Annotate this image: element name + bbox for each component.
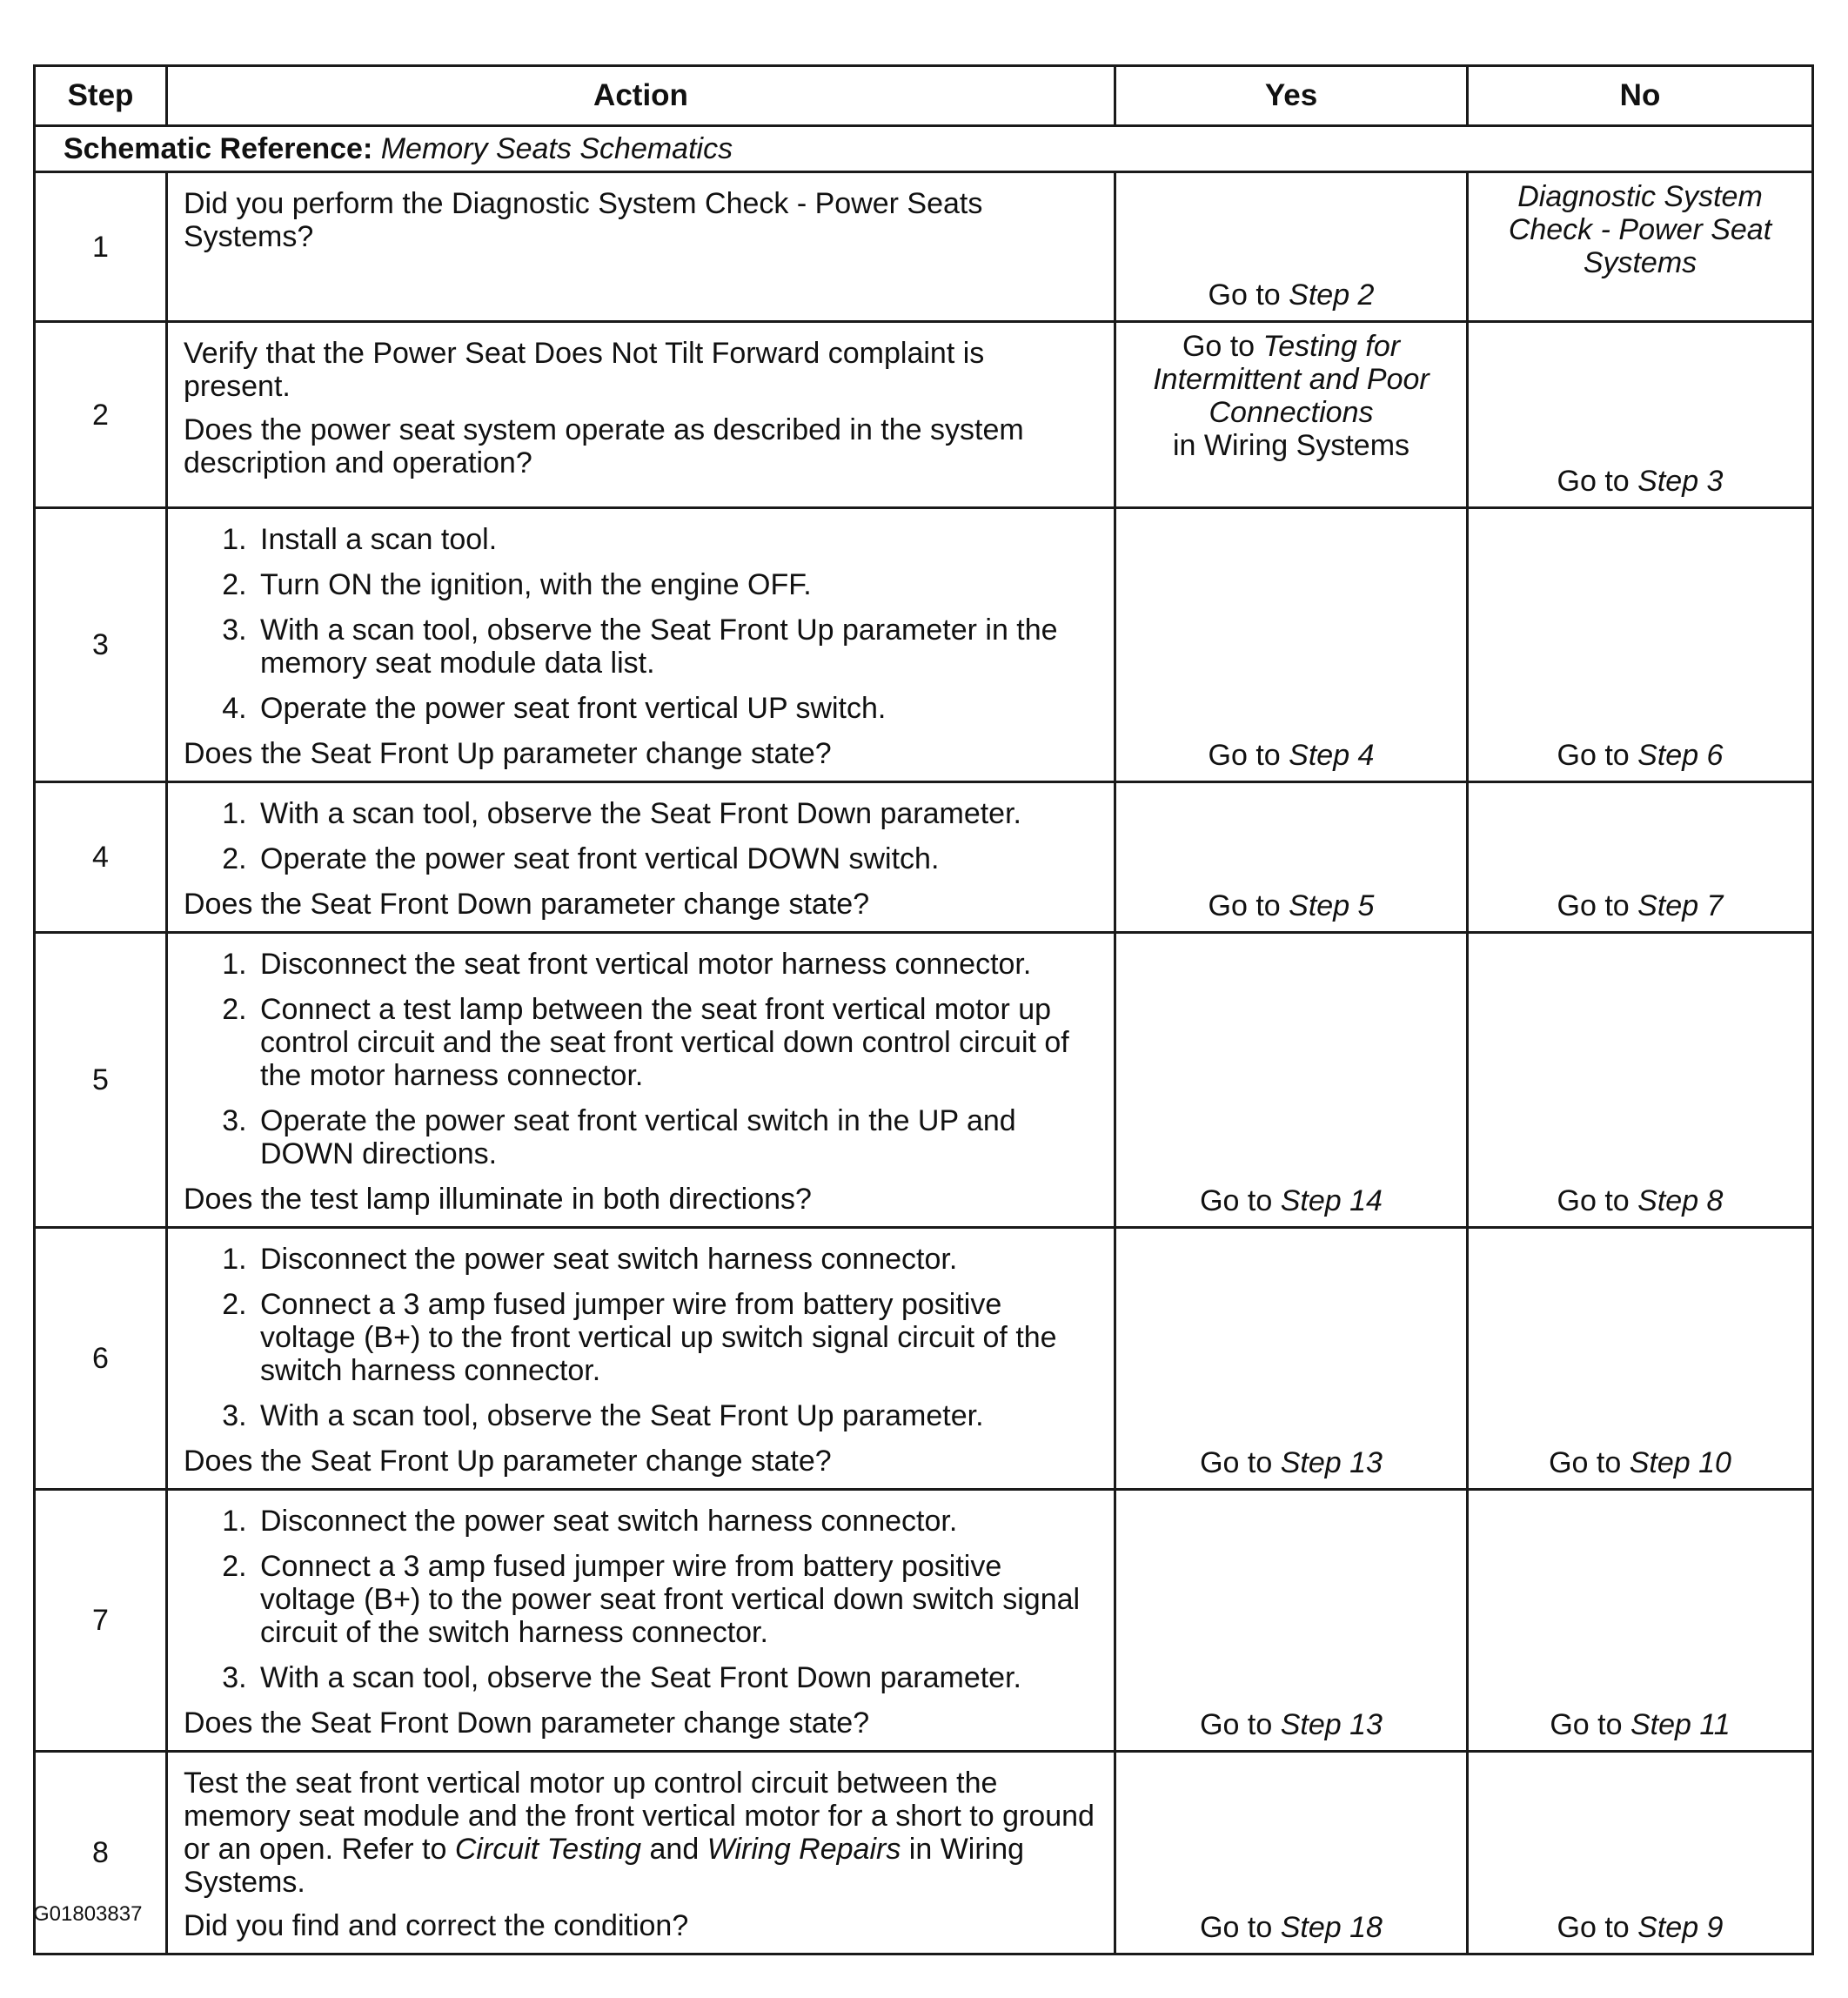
action-step-item: 3. Operate the power seat front vertical switch in the UP and DOWN directions. [255, 1104, 1098, 1170]
no-target-link[interactable]: Step 6 [1637, 739, 1724, 772]
no-goto-text: Go to [1557, 889, 1630, 922]
yes-goto-text: Go to [1200, 1911, 1273, 1944]
no-cell [1468, 322, 1813, 508]
yes-target-link[interactable]: Testing for Intermittent and Poor Connections [1153, 330, 1430, 429]
action-step-item: 2. Connect a 3 amp fused jumper wire from battery positive voltage (B+) to the power seat front vertical down switch signal circuit of the switch harness connector. [255, 1550, 1098, 1649]
yes-cell [1115, 508, 1468, 782]
action-step-item: 2. Turn ON the ignition, with the engine OFF. [255, 568, 1098, 601]
no-goto-text: Go to [1557, 739, 1630, 772]
yes-cell [1115, 1490, 1468, 1752]
action-step-item: 3. With a scan tool, observe the Seat Front Up parameter in the memory seat module data list. [255, 613, 1098, 680]
action-text: Verify that the Power Seat Does Not Tilt Forward complaint is present. [184, 337, 985, 403]
action-question: Does the test lamp illuminate in both directions? [184, 1183, 812, 1216]
step-number: 7 [35, 1490, 167, 1752]
yes-target-link[interactable]: Step 2 [1289, 278, 1375, 312]
action-cell [167, 172, 1115, 322]
no-target-link[interactable]: Step 11 [1630, 1708, 1731, 1741]
action-steps-list [184, 1243, 1098, 1432]
yes-target-link[interactable]: Step 4 [1289, 739, 1375, 772]
step-row [35, 508, 1813, 782]
action-step-item: 1. Disconnect the seat front vertical motor harness connector. [255, 948, 1098, 981]
action-step-item: 2. Connect a 3 amp fused jumper wire from battery positive voltage (B+) to the front vertical up switch signal circuit of the switch harness connector. [255, 1288, 1098, 1387]
diagnostic-table-container [33, 64, 1811, 1955]
no-goto-text: Go to [1557, 1911, 1630, 1944]
action-step-item: 3. With a scan tool, observe the Seat Front Up parameter. [255, 1399, 1098, 1432]
action-text: Did you perform the Diagnostic System Check - Power Seats Systems? [184, 187, 983, 253]
step-number: 6 [35, 1228, 167, 1490]
header-action: Action [167, 66, 1115, 126]
action-steps-list [184, 523, 1098, 725]
yes-goto-text: Go to [1200, 1184, 1273, 1217]
yes-target-suffix: in Wiring Systems [1172, 429, 1410, 462]
yes-target-link[interactable]: Step 18 [1280, 1911, 1383, 1944]
no-target-link[interactable]: Step 3 [1637, 465, 1724, 498]
no-target-link[interactable]: Step 7 [1637, 889, 1724, 922]
action-step-item: 1. Disconnect the power seat switch harness connector. [255, 1243, 1098, 1276]
step-row [35, 1228, 1813, 1490]
no-goto-text: Go to [1549, 1446, 1622, 1479]
step-number: 8 [35, 1752, 167, 1954]
step-number: 4 [35, 782, 167, 933]
yes-target-link[interactable]: Step 13 [1280, 1446, 1383, 1479]
step-row [35, 1752, 1813, 1954]
action-text: Does the power seat system operate as described in the system description and operation? [184, 413, 1024, 479]
header-row [35, 66, 1813, 126]
action-step-item: 2. Operate the power seat front vertical DOWN switch. [255, 842, 1098, 875]
no-goto-text: Go to [1557, 465, 1630, 498]
no-cell [1468, 1752, 1813, 1954]
step-number: 5 [35, 933, 167, 1228]
no-cell [1468, 1228, 1813, 1490]
action-steps-list [184, 948, 1098, 1170]
yes-cell [1115, 322, 1468, 508]
step-row [35, 1490, 1813, 1752]
yes-goto-text: Go to [1182, 330, 1255, 363]
step-number: 1 [35, 172, 167, 322]
step-row [35, 172, 1813, 322]
action-question: Did you find and correct the condition? [184, 1909, 689, 1942]
schematic-reference-link[interactable]: Memory Seats Schematics [380, 132, 733, 165]
wiring-repairs-link[interactable]: Wiring Repairs [706, 1833, 901, 1866]
step-number: 3 [35, 508, 167, 782]
action-step-item: 4. Operate the power seat front vertical UP switch. [255, 692, 1098, 725]
action-question: Does the Seat Front Up parameter change state? [184, 737, 832, 770]
action-step-item: 2. Connect a test lamp between the seat front vertical motor up control circuit and the seat front vertical down control circuit of the motor harness connector. [255, 993, 1098, 1092]
header-step: Step [35, 66, 167, 126]
action-cell [167, 782, 1115, 933]
diagnostic-table [33, 64, 1814, 1955]
no-target-link[interactable]: Step 8 [1637, 1184, 1724, 1217]
action-step-item: 3. With a scan tool, observe the Seat Front Down parameter. [255, 1661, 1098, 1694]
step-row [35, 322, 1813, 508]
yes-cell [1115, 1752, 1468, 1954]
no-cell [1468, 1490, 1813, 1752]
step-row [35, 933, 1813, 1228]
yes-cell [1115, 1228, 1468, 1490]
no-target-link[interactable]: Diagnostic System Check - Power Seat Systems [1508, 180, 1772, 279]
no-cell [1468, 172, 1813, 322]
yes-target-link[interactable]: Step 14 [1280, 1184, 1383, 1217]
yes-cell [1115, 172, 1468, 322]
action-cell [167, 508, 1115, 782]
action-cell [167, 1752, 1115, 1954]
action-text-part: and [649, 1833, 700, 1866]
yes-cell [1115, 782, 1468, 933]
action-cell [167, 1490, 1115, 1752]
step-row [35, 782, 1813, 933]
action-cell [167, 322, 1115, 508]
yes-goto-text: Go to [1208, 739, 1281, 772]
header-no: No [1468, 66, 1813, 126]
action-cell [167, 933, 1115, 1228]
circuit-testing-link[interactable]: Circuit Testing [454, 1833, 642, 1866]
action-steps-list [184, 797, 1098, 875]
step-number: 2 [35, 322, 167, 508]
action-text [184, 1767, 1098, 1899]
action-step-item: 1. Install a scan tool. [255, 523, 1098, 556]
no-goto-text: Go to [1557, 1184, 1630, 1217]
action-question: Does the Seat Front Down parameter change state? [184, 1706, 870, 1740]
no-cell [1468, 933, 1813, 1228]
action-step-item: 1. With a scan tool, observe the Seat Front Down parameter. [255, 797, 1098, 830]
yes-goto-text: Go to [1200, 1708, 1273, 1741]
yes-target-link[interactable]: Step 13 [1280, 1708, 1383, 1741]
schematic-reference [35, 126, 1813, 172]
schematic-reference-label: Schematic Reference: [64, 132, 373, 165]
schematic-reference-row [35, 126, 1813, 172]
header-yes: Yes [1115, 66, 1468, 126]
no-goto-text: Go to [1550, 1708, 1623, 1741]
action-cell [167, 1228, 1115, 1490]
action-text-part: Test the seat front vertical motor up control circuit between the memory seat module and the front vertical motor for a short to ground or an open. Refer to [184, 1767, 1095, 1866]
action-question: Does the Seat Front Down parameter change state? [184, 888, 870, 921]
yes-goto-text: Go to [1200, 1446, 1273, 1479]
no-cell [1468, 508, 1813, 782]
yes-target-link[interactable]: Step 5 [1289, 889, 1375, 922]
yes-cell [1115, 933, 1468, 1228]
no-target-link[interactable]: Step 9 [1637, 1911, 1724, 1944]
action-text-part: in Wiring Systems. [184, 1833, 1025, 1899]
no-target-link[interactable]: Step 10 [1629, 1446, 1731, 1479]
no-cell [1468, 782, 1813, 933]
action-step-item: 1. Disconnect the power seat switch harness connector. [255, 1505, 1098, 1538]
yes-goto-text: Go to [1208, 889, 1281, 922]
action-question: Does the Seat Front Up parameter change state? [184, 1445, 832, 1478]
yes-goto-text: Go to [1208, 278, 1281, 312]
action-steps-list [184, 1505, 1098, 1694]
figure-id: G01803837 [33, 1902, 143, 1926]
